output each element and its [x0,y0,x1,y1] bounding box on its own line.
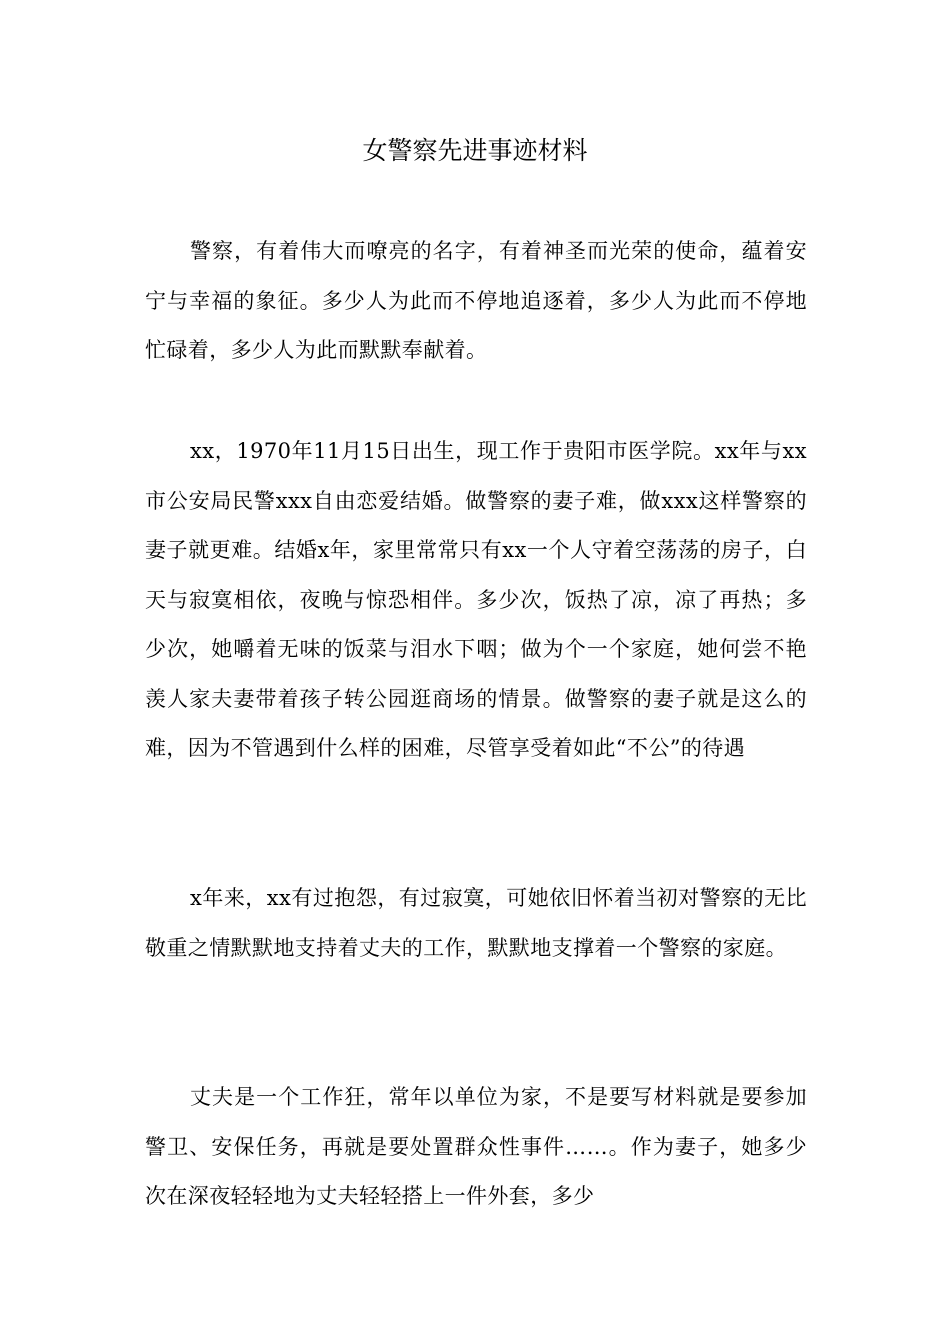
paragraph-1: 警察，有着伟大而嘹亮的名字，有着神圣而光荣的使命，蕴着安宁与幸福的象征。多少人为此而不停地追逐着，多少人为此而不停地忙碌着，多少人为此而默默奉献着。 [145,239,807,362]
paragraph-2: xx，1970年11月15日出生，现工作于贵阳市医学院。xx年与xx市公安局民警xxx自由恋爱结婚。做警察的妻子难，做xxx这样警察的妻子就更难。结婚x年，家里常常只有xx一个人守着空荡荡的房子，白天与寂寞相依，夜晚与惊恐相伴。多少次，饭热了凉，凉了再热；多少次，她嚼着无味的饭菜与泪水下咽；做为个一个家庭，她何尝不艳羡人家夫妻带着孩子转公园逛商场的情景。做警察的妻子就是这么的难，因为不管遇到什么样的困难，尽管享受着如此“不公”的待遇 [145,439,807,760]
document-title: 女警察先进事迹材料 [362,136,588,165]
paragraph-3: x年来，xx有过抱怨，有过寂寞，可她依旧怀着当初对警察的无比敬重之情默默地支持着丈夫的工作，默默地支撑着一个警察的家庭。 [145,886,807,960]
paragraph-4: 丈夫是一个工作狂，常年以单位为家，不是要写材料就是要参加警卫、安保任务，再就是要处置群众性事件……。作为妻子，她多少次在深夜轻轻地为丈夫轻轻搭上一件外套，多少 [145,1085,807,1208]
